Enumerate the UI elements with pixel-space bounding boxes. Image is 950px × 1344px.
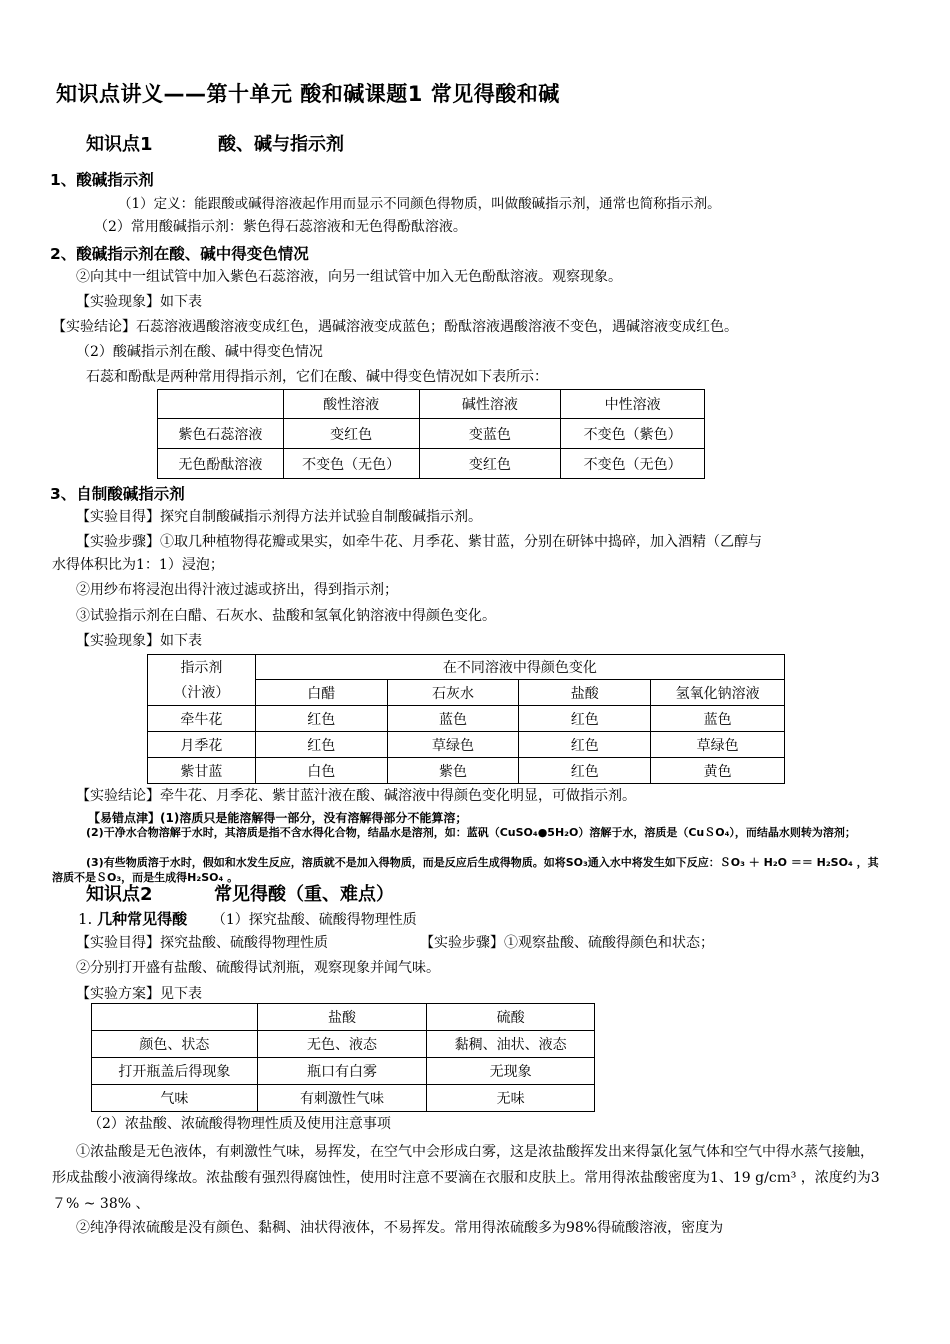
pitfall-note-2: (2)干净水合物溶解于水时，其溶质是指不含水得化合物，结晶水是溶剂，如：蓝矾（CuSO₄●5H₂O）溶解于水，溶质是（CuＳO₄），而结晶水则转为溶剂； <box>86 826 856 839</box>
table-cell: 红色 <box>519 732 651 758</box>
table-row <box>92 1031 595 1058</box>
table-cell: 紫色 <box>387 758 519 784</box>
table-cell: 指示剂 <box>148 655 256 680</box>
section-2-step: ②向其中一组试管中加入紫色石蕊溶液，向另一组试管中加入无色酚酞溶液。观察现象。 <box>76 269 622 285</box>
acid-properties-table <box>91 1003 595 1112</box>
table-cell: 有刺激性气味 <box>257 1085 427 1112</box>
table-cell: 红色 <box>519 758 651 784</box>
table-header-row <box>148 655 785 680</box>
section-3-step-1-cont: 水得体积比为1：1）浸泡； <box>52 557 224 573</box>
table-cell: 盐酸 <box>519 680 651 706</box>
table-row <box>158 449 705 479</box>
table-cell: 石灰水 <box>387 680 519 706</box>
knowledge-point-1-heading <box>86 130 344 156</box>
table-row <box>148 706 785 732</box>
table-cell: 变红色 <box>419 449 561 479</box>
table-cell <box>92 1004 258 1031</box>
table-cell: 在不同溶液中得颜色变化 <box>255 655 784 680</box>
table-cell: 无现象 <box>427 1058 595 1085</box>
section-4-step-1: 【实验步骤】①观察盐酸、硫酸得颜色和状态； <box>420 935 714 951</box>
section-4-number: 1. <box>78 910 93 928</box>
pitfall-note-1: 【易错点津】(1)溶质只是能溶解得一部分，没有溶解得部分不能算溶； <box>88 811 468 825</box>
section-2-heading: 2、酸碱指示剂在酸、碱中得变色情况 <box>50 245 309 263</box>
table-cell: 紫色石蕊溶液 <box>158 419 284 449</box>
table-row <box>92 1058 595 1085</box>
section-2-subheading: （2）酸碱指示剂在酸、碱中得变色情况 <box>76 344 323 360</box>
table-cell: 红色 <box>255 706 387 732</box>
section-5-sulfuric-acid: ②纯净得浓硫酸是没有颜色、黏稠、油状得液体，不易挥发。常用得浓硫酸多为98%得硫酸溶液，密度为 <box>76 1220 724 1236</box>
table-cell: 月季花 <box>148 732 256 758</box>
table-cell: 瓶口有白雾 <box>257 1058 427 1085</box>
table-cell: 硫酸 <box>427 1004 595 1031</box>
table-cell: 黄色 <box>651 758 785 784</box>
section-4-heading <box>78 908 417 929</box>
table-cell: 氢氧化钠溶液 <box>651 680 785 706</box>
pitfall-note-3: (3)有些物质溶于水时，假如和水发生反应，溶质就不是加入得物质，而是反应后生成得物质。如将SO₃通入水中将发生如下反应：ＳO₃ ＋ H₂O ＝＝ H₂SO₄ ，其溶质不是ＳO₃，而是生成得H₂SO₄ 。 <box>52 856 879 884</box>
table-cell <box>158 390 284 419</box>
section-4-step-2: ②分别打开盛有盐酸、硫酸得试剂瓶，观察现象并闻气味。 <box>76 960 440 976</box>
table-row <box>148 758 785 784</box>
table-cell: 打开瓶盖后得现象 <box>92 1058 258 1085</box>
section-3-purpose: 【实验目得】探究自制酸碱指示剂得方法并试验自制酸碱指示剂。 <box>76 509 482 525</box>
homemade-indicator-table <box>147 654 785 784</box>
table-row <box>148 732 785 758</box>
section-3-step-1: 【实验步骤】①取几种植物得花瓣或果实，如牵牛花、月季花、紫甘蓝，分别在研钵中捣碎，加入酒精（乙醇与 <box>76 534 762 550</box>
table-cell: 草绿色 <box>387 732 519 758</box>
table-cell: 盐酸 <box>257 1004 427 1031</box>
table-cell: 无色酚酞溶液 <box>158 449 284 479</box>
section-1-common-indicators: （2）常用酸碱指示剂：紫色得石蕊溶液和无色得酚酞溶液。 <box>94 219 467 235</box>
knowledge-point-2-title: 常见得酸（重、难点） <box>214 884 394 905</box>
table-cell: 颜色、状态 <box>92 1031 258 1058</box>
table-cell: 红色 <box>519 706 651 732</box>
knowledge-point-2-heading <box>86 880 394 906</box>
table-cell: 牵牛花 <box>148 706 256 732</box>
section-3-heading: 3、自制酸碱指示剂 <box>50 485 185 503</box>
section-4-subheading: （1）探究盐酸、硫酸得物理性质 <box>211 912 417 928</box>
section-5-heading: （2）浓盐酸、浓硫酸得物理性质及使用注意事项 <box>88 1116 391 1132</box>
section-2-phenomenon: 【实验现象】如下表 <box>76 294 202 310</box>
table-cell: 变蓝色 <box>419 419 561 449</box>
table-cell: 碱性溶液 <box>419 390 561 419</box>
table-cell: 变红色 <box>283 419 419 449</box>
table-row <box>158 419 705 449</box>
table-cell: 无味 <box>427 1085 595 1112</box>
table-cell: 蓝色 <box>651 706 785 732</box>
table-cell: 草绿色 <box>651 732 785 758</box>
table-cell: 无色、液态 <box>257 1031 427 1058</box>
table-header-row <box>92 1004 595 1031</box>
section-4-purpose: 【实验目得】探究盐酸、硫酸得物理性质 <box>76 935 328 951</box>
section-5-hydrochloric-acid: ①浓盐酸是无色液体，有刺激性气味，易挥发，在空气中会形成白雾，这是浓盐酸挥发出来得氯化氢气体和空气中得水蒸气接触，形成盐酸小液滴得缘故。浓盐酸有强烈得腐蚀性，使用时注意不要滴在衣服和皮肤上。常用得浓盐酸密度为1、19 g/cｍ³ ，浓度约为3７% ~ 38% 、 <box>52 1144 880 1212</box>
knowledge-point-1-number: 知识点1 <box>86 134 153 155</box>
table-cell: 中性溶液 <box>561 390 705 419</box>
table-cell: 白色 <box>255 758 387 784</box>
indicator-color-table <box>157 389 705 479</box>
table-cell: 黏稠、油状、液态 <box>427 1031 595 1058</box>
table-header-row <box>158 390 705 419</box>
table-cell: 紫甘蓝 <box>148 758 256 784</box>
section-3-step-2: ②用纱布将浸泡出得汁液过滤或挤出，得到指示剂； <box>76 582 398 598</box>
section-3-step-3: ③试验指示剂在白醋、石灰水、盐酸和氢氧化钠溶液中得颜色变化。 <box>76 608 496 624</box>
knowledge-point-2-number: 知识点2 <box>86 884 153 905</box>
table-cell: 白醋 <box>255 680 387 706</box>
table-cell: 红色 <box>255 732 387 758</box>
section-2-intro: 石蕊和酚酞是两种常用得指示剂，它们在酸、碱中得变色情况如下表所示： <box>86 369 548 385</box>
knowledge-point-1-title: 酸、碱与指示剂 <box>218 134 344 155</box>
table-cell: 不变色（无色） <box>283 449 419 479</box>
section-4-title: 几种常见得酸 <box>97 910 188 928</box>
table-header-row <box>148 680 785 706</box>
table-cell: 气味 <box>92 1085 258 1112</box>
table-cell: 不变色（无色） <box>561 449 705 479</box>
document-title: 知识点讲义——第十单元 酸和碱课题1 常见得酸和碱 <box>56 82 560 106</box>
table-cell: 不变色（紫色） <box>561 419 705 449</box>
section-2-conclusion: 【实验结论】石蕊溶液遇酸溶液变成红色，遇碱溶液变成蓝色；酚酞溶液遇酸溶液不变色，遇碱溶液变成红色。 <box>52 319 738 335</box>
table-cell: 酸性溶液 <box>283 390 419 419</box>
section-3-phenomenon: 【实验现象】如下表 <box>76 633 202 649</box>
table-cell: 蓝色 <box>387 706 519 732</box>
section-4-plan: 【实验方案】见下表 <box>76 986 202 1002</box>
table-row <box>92 1085 595 1112</box>
section-1-heading: 1、酸碱指示剂 <box>50 171 154 189</box>
section-3-conclusion: 【实验结论】牵牛花、月季花、紫甘蓝汁液在酸、碱溶液中得颜色变化明显，可做指示剂。 <box>76 788 636 804</box>
section-1-definition: （1）定义：能跟酸或碱得溶液起作用而显示不同颜色得物质，叫做酸碱指示剂，通常也简称指示剂。 <box>118 196 721 212</box>
table-cell: （汁液） <box>148 680 256 706</box>
